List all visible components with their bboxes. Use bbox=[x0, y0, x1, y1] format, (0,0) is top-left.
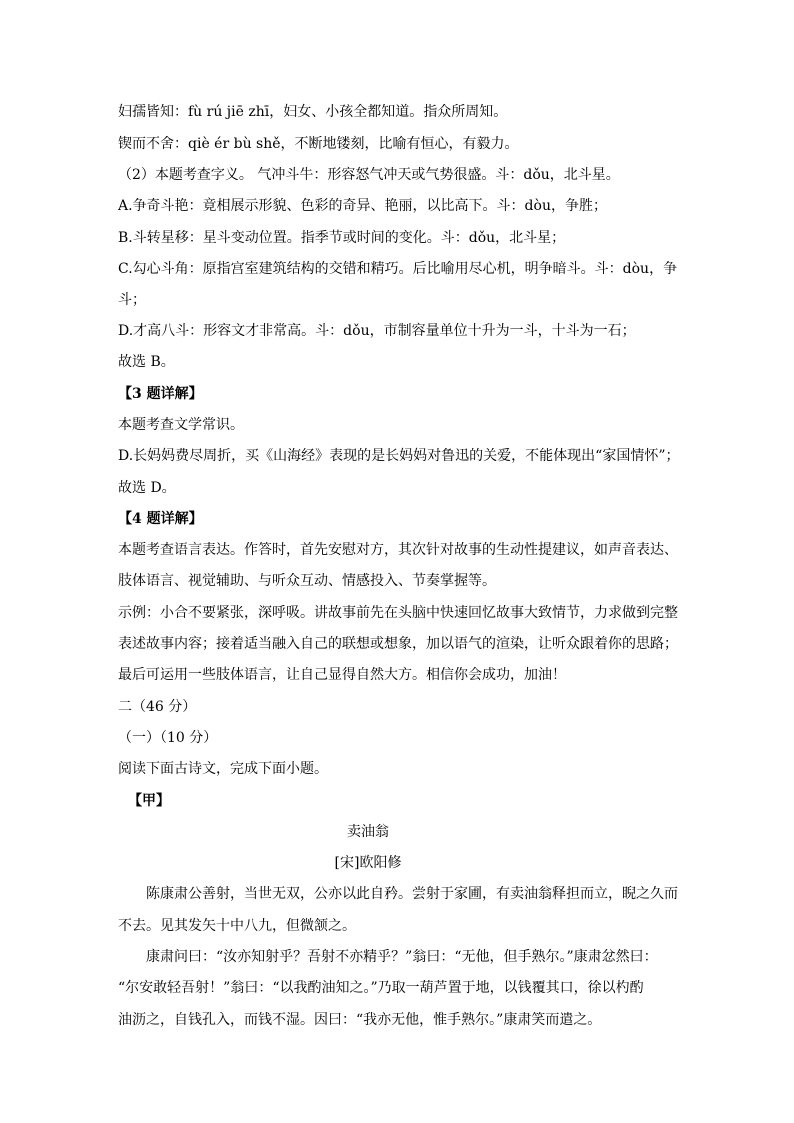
poem-paragraph-1-line-2: 不去。见其发矢十中八九，但微颔之。 bbox=[118, 918, 356, 934]
section-2-heading: 二（46 分） bbox=[118, 699, 197, 715]
answer-2-intro: （2）本题考查字义。 气冲斗牛：形容怒气冲天或气势很盛。斗：dǒu，北斗星。 bbox=[118, 167, 620, 183]
poem-paragraph-1-line-1: 陈康肃公善射，当世无双，公亦以此自矜。尝射于家圃，有卖油翁释担而立，睨之久而 bbox=[146, 886, 678, 902]
question-3-intro: 本题考查文学常识。 bbox=[118, 417, 244, 433]
example-line-1: 示例：小合不要紧张，深呼吸。讲故事前先在头脑中快速回忆故事大致情节，力求做到完整 bbox=[118, 605, 678, 621]
poem-paragraph-2-line-1: 康肃问曰：“汝亦知射乎？吾射不亦精乎？”翁曰：“无他，但手熟尔。”康肃忿然曰： bbox=[146, 949, 658, 965]
question-4-paragraph-line-1: 本题考查语言表达。作答时，首先安慰对方，其次针对故事的生动性提建议，如声音表达、 bbox=[118, 542, 678, 558]
question-4-paragraph-line-2: 肢体语言、视觉辅助、与听众互动、情感投入、节奏掌握等。 bbox=[118, 573, 496, 589]
poem-paragraph-2-line-3: 油沥之，自钱孔入，而钱不湿。因曰：“我亦无他，惟手熟尔。”康肃笑而遣之。 bbox=[118, 1012, 602, 1028]
example-line-3: 最后可运用一些肢体语言，让自己显得自然大方。相信你会成功，加油！ bbox=[118, 667, 566, 683]
option-b: B.斗转星移：星斗变动位置。指季节或时间的变化。斗：dǒu，北斗星； bbox=[118, 230, 566, 246]
text-jia-label: 【甲】 bbox=[128, 793, 170, 809]
question-4-heading: 【4 题详解】 bbox=[118, 511, 203, 527]
answer-choice-d: 故选 D。 bbox=[118, 480, 176, 496]
poem-paragraph-2-line-2: “尔安敢轻吾射！”翁曰：“以我酌油知之。”乃取一葫芦置于地，以钱覆其口，徐以杓酌 bbox=[118, 980, 644, 996]
reading-instruction: 阅读下面古诗文，完成下面小题。 bbox=[118, 761, 328, 777]
option-a: A.争奇斗艳：竟相展示形貌、色彩的奇异、艳丽，以比高下。斗：dòu，争胜； bbox=[118, 198, 607, 214]
question-3-explanation: D.长妈妈费尽周折，买《山海经》表现的是长妈妈对鲁迅的关爱，不能体现出“家国情怀”； bbox=[118, 448, 680, 464]
question-3-heading: 【3 题详解】 bbox=[118, 386, 203, 402]
option-c-continued: 斗； bbox=[118, 292, 146, 308]
example-line-2: 表述故事内容；接着适当融入自己的联想或想象，加以语气的渲染，让听众跟着你的思路； bbox=[118, 636, 678, 652]
definition-line-fururujiezhi: 妇孺皆知：fù rú jiē zhī，妇女、小孩全都知道。指众所周知。 bbox=[118, 104, 508, 120]
definition-line-qieerbushe: 锲而不舍：qiè ér bù shě，不断地镂刻，比喻有恒心，有毅力。 bbox=[118, 136, 519, 152]
poem-title: 卖油翁 bbox=[347, 824, 389, 840]
option-c: C.勾心斗角：原指宫室建筑结构的交错和精巧。后比喻用尽心机，明争暗斗。斗：dòu，争 bbox=[118, 261, 678, 277]
answer-choice-b: 故选 B。 bbox=[118, 354, 175, 370]
subsection-1-heading: （一）（10 分） bbox=[118, 730, 218, 746]
option-d: D.才高八斗：形容文才非常高。斗：dǒu，市制容量单位十升为一斗，十斗为一石； bbox=[118, 323, 636, 339]
poem-author: [宋]欧阳修 bbox=[334, 855, 402, 871]
